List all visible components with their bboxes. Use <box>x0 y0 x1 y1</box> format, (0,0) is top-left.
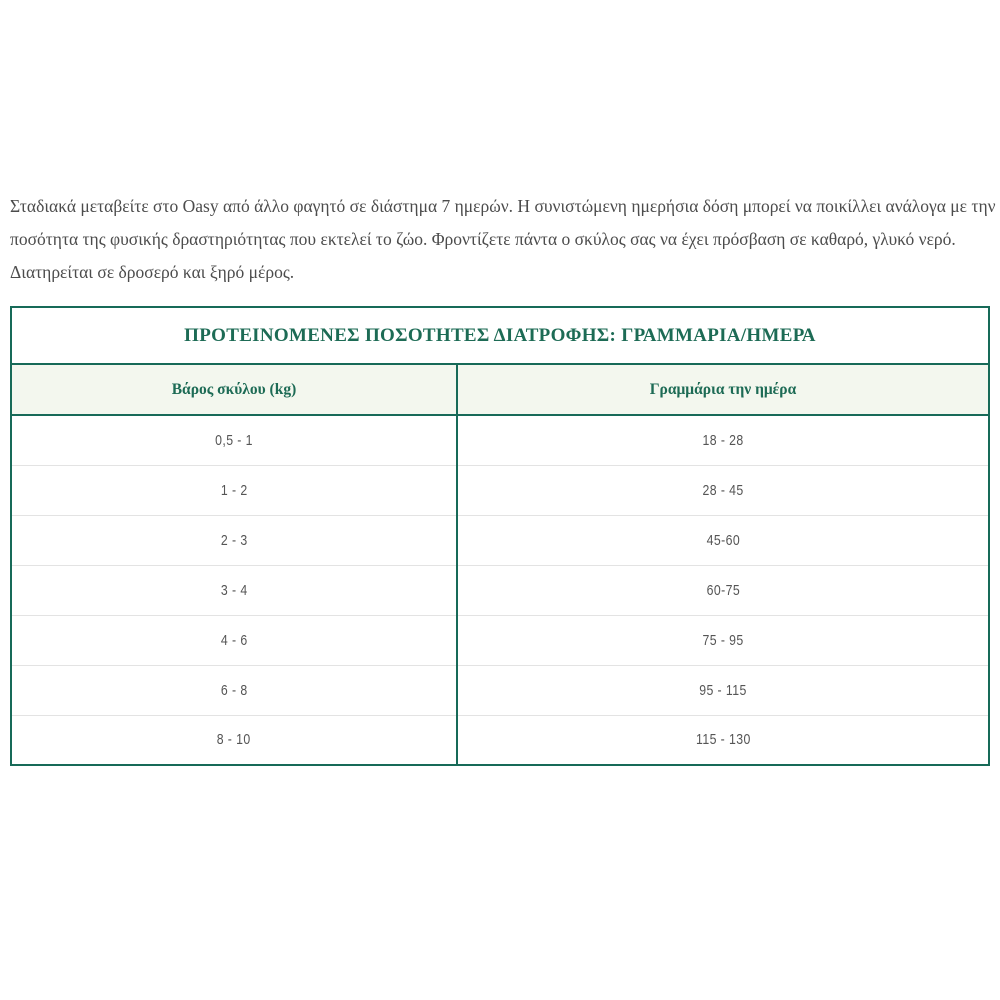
weight-cell <box>11 715 457 765</box>
intro-line: Διατηρείται σε δροσερό και ξηρό μέρος. <box>10 262 295 282</box>
table-row <box>11 565 989 615</box>
table-header-row <box>11 364 989 415</box>
grams-cell <box>457 515 989 565</box>
table-title-row <box>11 307 989 364</box>
grams-cell <box>457 615 989 665</box>
intro-paragraph <box>10 190 995 289</box>
weight-cell <box>11 615 457 665</box>
weight-cell <box>11 665 457 715</box>
grams-cell <box>457 565 989 615</box>
weight-value: 3 - 4 <box>220 581 248 599</box>
table-row <box>11 715 989 765</box>
grams-value: 115 - 130 <box>695 731 751 749</box>
grams-cell <box>457 465 989 515</box>
table-row <box>11 665 989 715</box>
weight-value: 1 - 2 <box>220 481 248 499</box>
column-header-weight: Βάρος σκύλου (kg) <box>11 364 457 415</box>
grams-value: 28 - 45 <box>702 481 744 499</box>
weight-cell <box>11 415 457 465</box>
weight-value: 4 - 6 <box>220 631 248 649</box>
grams-value: 45-60 <box>706 531 740 549</box>
weight-value: 2 - 3 <box>220 531 248 549</box>
weight-cell <box>11 565 457 615</box>
column-header-grams: Γραμμάρια την ημέρα <box>457 364 989 415</box>
table-row <box>11 465 989 515</box>
grams-value: 60-75 <box>706 581 740 599</box>
grams-value: 18 - 28 <box>702 431 744 449</box>
table-title: ΠΡΟΤΕΙΝΟΜΕΝΕΣ ΠΟΣΟΤΗΤΕΣ ΔΙΑΤΡΟΦΗΣ: ΓΡΑΜΜΑΡΙΑ/ΗΜΕΡΑ <box>11 307 989 364</box>
grams-cell <box>457 665 989 715</box>
weight-cell <box>11 515 457 565</box>
intro-line: ποσότητα της φυσικής δραστηριότητας που εκτελεί το ζώο. Φροντίζετε πάντα ο σκύλος σας να έχει πρόσβαση σε καθαρό, γλυκό νερό. <box>10 229 956 249</box>
grams-value: 95 - 115 <box>699 681 747 699</box>
weight-cell <box>11 465 457 515</box>
intro-line: Σταδιακά μεταβείτε στο Oasy από άλλο φαγητό σε διάστημα 7 ημερών. Η συνιστώμενη ημερήσια δόση μπορεί να ποικίλλει ανάλογα με την <box>10 196 996 216</box>
grams-cell <box>457 415 989 465</box>
table-row <box>11 415 989 465</box>
weight-value: 0,5 - 1 <box>215 431 253 449</box>
feeding-amounts-table <box>10 306 990 766</box>
weight-value: 8 - 10 <box>217 731 251 749</box>
table-row <box>11 615 989 665</box>
grams-cell <box>457 715 989 765</box>
table-row <box>11 515 989 565</box>
weight-value: 6 - 8 <box>220 681 248 699</box>
grams-value: 75 - 95 <box>702 631 744 649</box>
